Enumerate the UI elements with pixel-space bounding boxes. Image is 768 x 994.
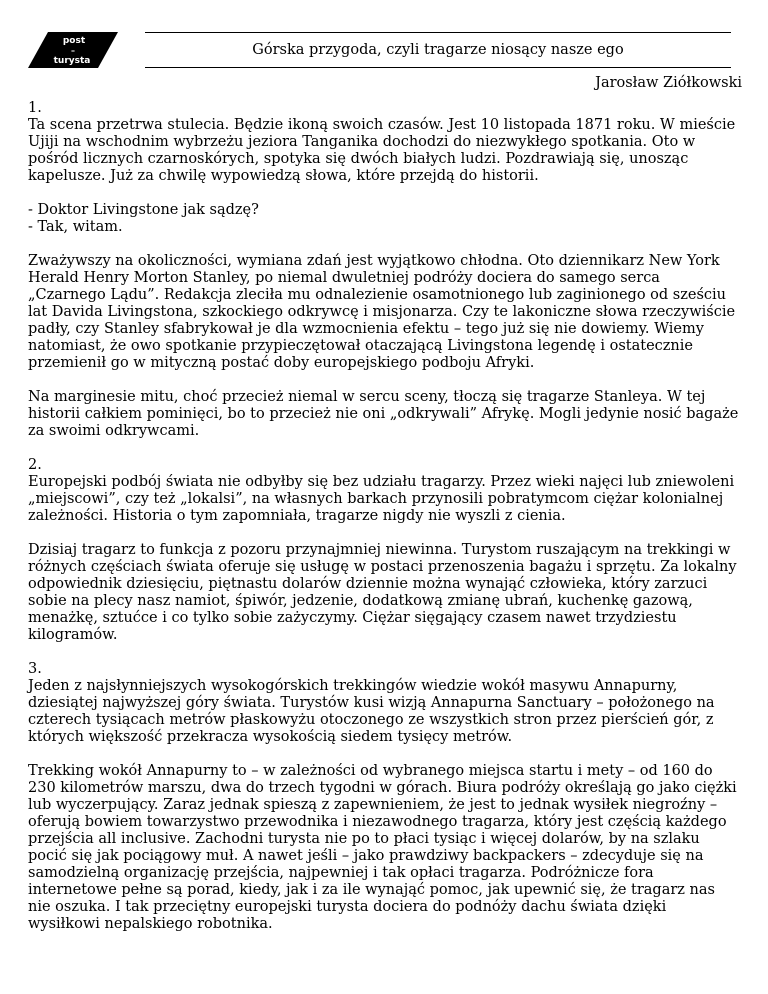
section-2-intro (28, 457, 740, 525)
section-3-intro (28, 661, 740, 746)
logo-text-post: post (62, 36, 86, 46)
paragraph: Zważywszy na okoliczności, wymiana zdań jest wyjątkowo chłodna. Oto dziennikarz New York Herald Henry Morton Stanley, po niemal dwuletniej podróży dociera do samego serca „Czarnego Lądu”. Redakcja zleciła mu odnalezienie osamotnionego lub zaginionego od sześciu lat Davida Livingstona, szkockiego odkrywcę i misjonarza. Czy te lakoniczne słowa rzeczywiście padły, czy Stanley sfabrykował je dla wzmocnienia efektu – tego już się nie dowiemy. Wiemy natomiast, że owo spotkanie przypieczętował otaczającą Livingstona legendę i ostatecznie przemienił go w mityczną postać doby europejskiego podboju Afryki. (28, 253, 736, 371)
section-number: 3. (28, 661, 42, 677)
section-number: 1. (28, 100, 42, 116)
logo-text-turysta: turysta (53, 56, 91, 66)
paragraph: Dzisiaj tragarz to funkcja z pozoru przynajmniej niewinna. Turystom ruszającym na trekkingi w różnych częściach świata oferuje się usługę w postaci przenoszenia bagażu i sprzętu. Za lokalny odpowiednik dziesięciu, piętnastu dolarów dziennie można wynająć człowieka, który zarzuci sobie na plecy nasz namiot, śpiwór, jedzenie, dodatkową zmianę ubrań, kuchenkę gazową, menażkę, sztućce i co tylko sobie zażyczymy. Ciężar sięgający czasem nawet trzydziestu kilogramów. (28, 542, 737, 643)
dialog-line: - Tak, witam. (28, 219, 123, 235)
paragraph-text: Ta scena przetrwa stulecia. Będzie ikoną swoich czasów. Jest 10 listopada 1871 roku. W mieście Ujiji na wschodnim wybrzeżu jeziora Tanganika dochodzi do niezwykłego spotkania. Oto w pośród licznych czarnoskórych, spotyka się dwóch białych ludzi. Pozdrawiają się, unosząc kapelusze. Już za chwilę wypowiedzą słowa, które przejdą do historii. (28, 117, 736, 184)
header-rule-top (145, 32, 731, 33)
section-number: 2. (28, 457, 42, 473)
paragraph-text: Jeden z najsłynniejszych wysokogórskich trekkingów wiedzie wokół masywu Annapurny, dziesiątej najwyższej góry świata. Turystów kusi wizją Annapurna Sanctuary – położonego na czterech tysiącach metrów płaskowyżu otoczonego ze wszystkich stron przez pierścień gór, z których większość przekracza wysokością siedem tysięcy metrów. (28, 678, 715, 745)
paragraph-text: Europejski podbój świata nie odbyłby się bez udziału tragarzy. Przez wieki najęci lub zniewoleni „miejscowi”, czy też „lokalsi”, na własnych barkach przynosili pobratymcom ciężar kolonialnej zależności. Historia o tym zapomniała, tragarze nigdy nie wyszli z cienia. (28, 474, 735, 524)
author-name: Jarosław Ziółkowski (595, 75, 742, 91)
logo-text-dash: – (71, 46, 75, 55)
paragraph: Trekking wokół Annapurny to – w zależności od wybranego miejsca startu i mety – od 160 do 230 kilometrów marszu, dwa do trzech tygodni w górach. Biura podróży określają go jako ciężki lub wyczerpujący. Zaraz jednak spieszą z zapewnieniem, że jest to jednak wysiłek niegroźny – oferują bowiem towarzystwo przewodnika i niezawodnego tragarza, który jest częścią każdego przejścia all inclusive. Zachodni turysta nie po to płaci tysiąc i więcej dolarów, by na szlaku pocić się jak pociągowy muł. A nawet jeśli – jako prawdziwy backpackers – zdecyduje się na samodzielną organizację przejścia, najpewniej i tak opłaci tragarza. Podróżnicze fora internetowe pełne są porad, kiedy, jak i za ile wynająć pomoc, jak upewnić się, że tragarz nas nie oszuka. I tak przeciętny europejski turysta dociera do podnóży dachu świata dzięki wysiłkowi nepalskiego robotnika. (28, 763, 737, 932)
dialog-line: - Doktor Livingstone jak sądzę? (28, 202, 259, 218)
post-turysta-logo[interactable] (28, 32, 118, 68)
header-rule-bottom (145, 67, 731, 68)
logo-mark (28, 32, 118, 68)
article-body (28, 100, 740, 950)
paragraph: Na marginesie mitu, choć przecież niemal w sercu sceny, tłoczą się tragarze Stanleya. W tej historii całkiem pominięci, bo to przecież nie oni „odkrywali” Afrykę. Mogli jedynie nosić bagaże za swoimi odkrywcami. (28, 389, 739, 439)
page-title: Górska przygoda, czyli tragarze niosący nasze ego (252, 42, 624, 58)
dialog (28, 202, 740, 236)
section-1-intro (28, 100, 740, 185)
